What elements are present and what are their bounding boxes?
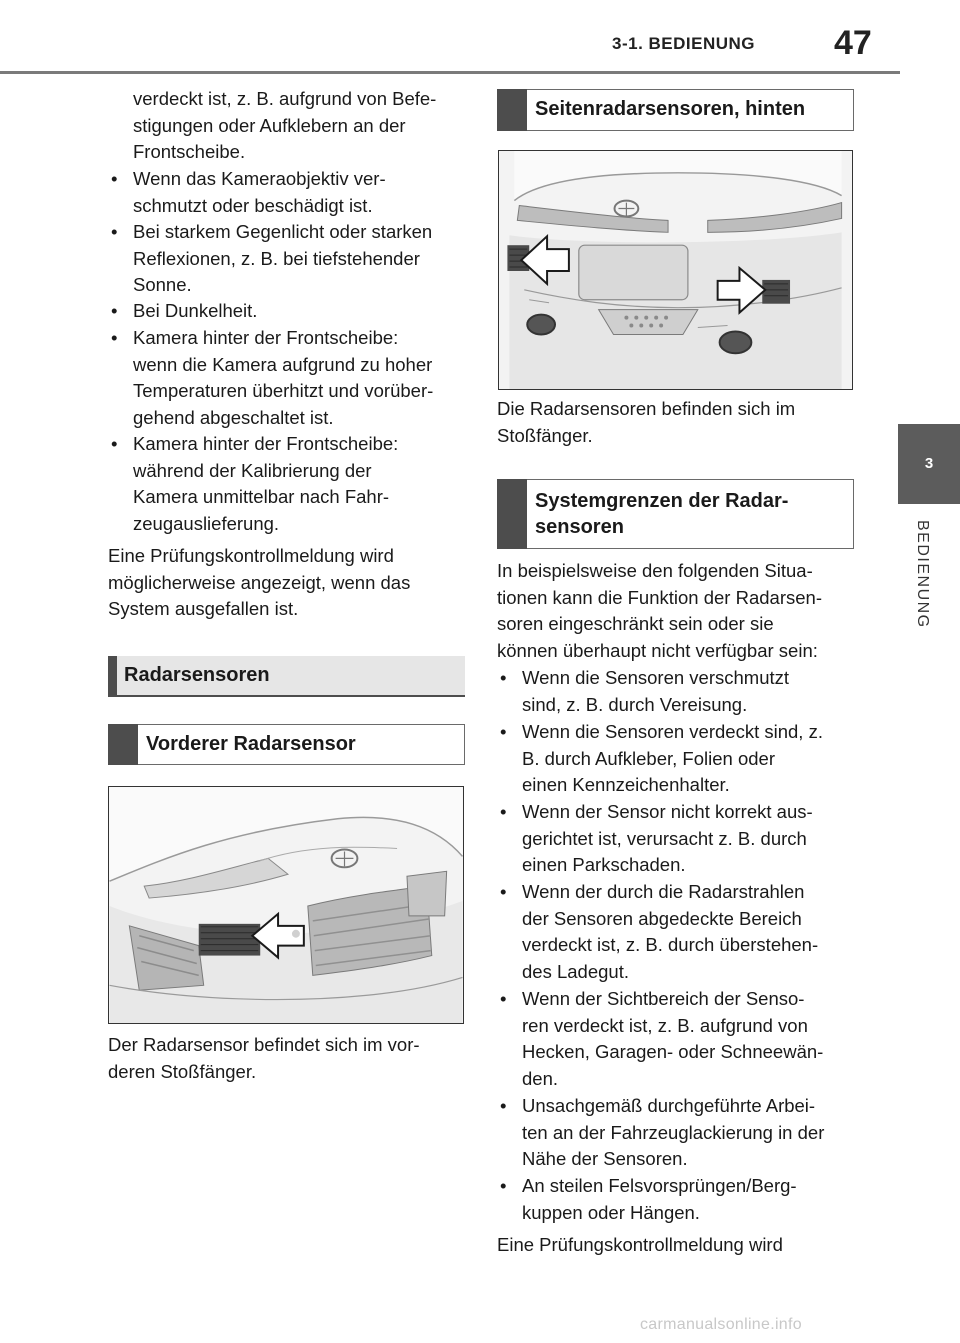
list-item [500,879,819,985]
text-line: einen Parkschaden. [522,854,686,876]
text-line: Unsachgemäß durchgeführte Arbei- [522,1095,816,1116]
text-line: Eine Prüfungskontrollmeldung wird [108,545,394,566]
text-line: Wenn der Sensor nicht korrekt aus- [522,801,813,822]
bullet-glyph: • [500,881,507,902]
text-line: Wenn der Sichtbereich der Senso- [522,988,805,1009]
text-line: An steilen Felsvorsprüngen/Berg- [522,1175,797,1196]
continued-text [133,86,436,166]
text-line: Kamera hinter der Frontscheibe: [133,433,399,454]
bullet-glyph: • [111,168,118,189]
text-line: ten an der Fahrzeuglackierung in der [522,1121,825,1143]
text-line: Bei starkem Gegenlicht oder starken [133,221,433,242]
text-line: der Sensoren abgedeckte Bereich [522,907,802,929]
bullet-glyph: • [500,721,507,742]
watermark: carmanualsonline.info [640,1316,802,1333]
text-line: während der Kalibrierung der [133,459,372,481]
text-line: tionen kann die Funktion der Radarsen- [497,586,822,608]
list-item [111,298,258,325]
text-line: verdeckt ist, z. B. aufgrund von Befe- [133,88,437,109]
bullet-glyph: • [500,801,507,822]
text-line: gerichtet ist, verursacht z. B. durch [522,827,807,849]
text-line: zeugauslieferung. [133,512,280,534]
text-line: Wenn die Sensoren verdeckt sind, z. [522,721,823,742]
bullet-glyph: • [500,1095,507,1116]
subheading-system-limits [497,479,854,549]
text-line: Die Radarsensoren befinden sich im [497,398,796,419]
text-line: können überhaupt nicht verfügbar sein: [497,639,818,661]
rear-bumper-drawing [499,151,852,389]
text-line: schmutzt oder beschädigt ist. [133,194,373,216]
text-line: Wenn der durch die Radarstrahlen [522,881,805,902]
front-bumper-illustration [108,786,464,1024]
intro-paragraph [497,558,822,664]
header-rule [0,71,900,74]
text-line: Kamera hinter der Frontscheibe: [133,327,399,348]
text-line: Temperaturen überhitzt und vorüber- [133,380,434,402]
subheading-line: Systemgrenzen der Radar- [535,490,789,512]
text-line: gehend abgeschaltet ist. [133,406,334,428]
bullet-glyph: • [111,300,118,321]
subheading-rear-side-radar [497,89,854,131]
subheading-line: sensoren [535,516,624,538]
text-line: Nähe der Sensoren. [522,1148,688,1170]
section-header: 3-1. BEDIENUNG [612,34,756,53]
list-item [500,1173,797,1226]
text-line: In beispielsweise den folgenden Situa- [497,560,813,581]
front-bumper-drawing [109,787,463,1023]
text-line: Wenn die Sensoren verschmutzt [522,667,790,688]
text-line: des Ladegut. [522,960,629,982]
subheading-text: Seitenradarsensoren, hinten [535,98,806,120]
text-line: System ausgefallen ist. [108,598,299,620]
text-line: sind, z. B. durch Vereisung. [522,693,748,715]
list-item [500,799,813,879]
list-item [500,665,790,718]
list-item [111,166,386,219]
bullet-glyph: • [111,327,118,348]
bullet-glyph: • [500,1175,507,1196]
subheading-text [535,488,788,540]
subheading-front-radar [108,724,465,765]
text-line: verdeckt ist, z. B. durch überstehen- [522,934,819,956]
bullet-glyph: • [111,433,118,454]
bullet-glyph: • [500,988,507,1009]
section-heading-radarsensoren [108,656,465,696]
final-paragraph [497,1232,783,1259]
text-line: möglicherweise angezeigt, wenn das [108,571,411,593]
list-item [111,431,399,537]
text-line: einen Kennzeichenhalter. [522,774,730,796]
text-line: Bei Dunkelheit. [133,300,258,321]
text-line: Hecken, Garagen- oder Schneewän- [522,1041,824,1063]
chapter-tab-label: BEDIENUNG [914,520,931,629]
text-line: Reflexionen, z. B. bei tiefstehender [133,247,420,269]
section-heading-text: Radarsensoren [124,664,270,686]
caption-front-radar [108,1032,420,1085]
text-line: Frontscheibe. [133,141,246,163]
text-line: soren eingeschränkt sein oder sie [497,613,774,635]
text-line: Eine Prüfungskontrollmeldung wird [497,1234,783,1255]
text-line: den. [522,1067,559,1089]
list-item [111,219,433,299]
text-line: kuppen oder Hängen. [522,1201,700,1223]
rear-bumper-illustration [498,150,853,390]
text-line: ren verdeckt ist, z. B. aufgrund von [522,1014,808,1036]
text-line: deren Stoßfänger. [108,1060,257,1082]
subheading-text: Vorderer Radarsensor [146,733,356,755]
caption-rear-radar [497,396,795,449]
text-line: wenn die Kamera aufgrund zu hoher [133,353,433,375]
list-item [111,325,434,431]
paragraph [108,543,410,623]
chapter-tab-number: 3 [898,424,960,504]
list-item [500,1093,825,1173]
text-line: Wenn das Kameraobjektiv ver- [133,168,386,189]
text-line: Der Radarsensor befindet sich im vor- [108,1034,420,1055]
text-line: stigungen oder Aufklebern an der [133,114,406,136]
text-line: Sonne. [133,274,192,296]
bullet-glyph: • [500,667,507,688]
bullet-glyph: • [111,221,118,242]
text-line: Kamera unmittelbar nach Fahr- [133,486,390,508]
page-number: 47 [834,24,872,62]
text-line: Stoßfänger. [497,424,593,446]
text-line: B. durch Aufkleber, Folien oder [522,747,775,769]
list-item [500,719,823,799]
list-item [500,986,824,1092]
